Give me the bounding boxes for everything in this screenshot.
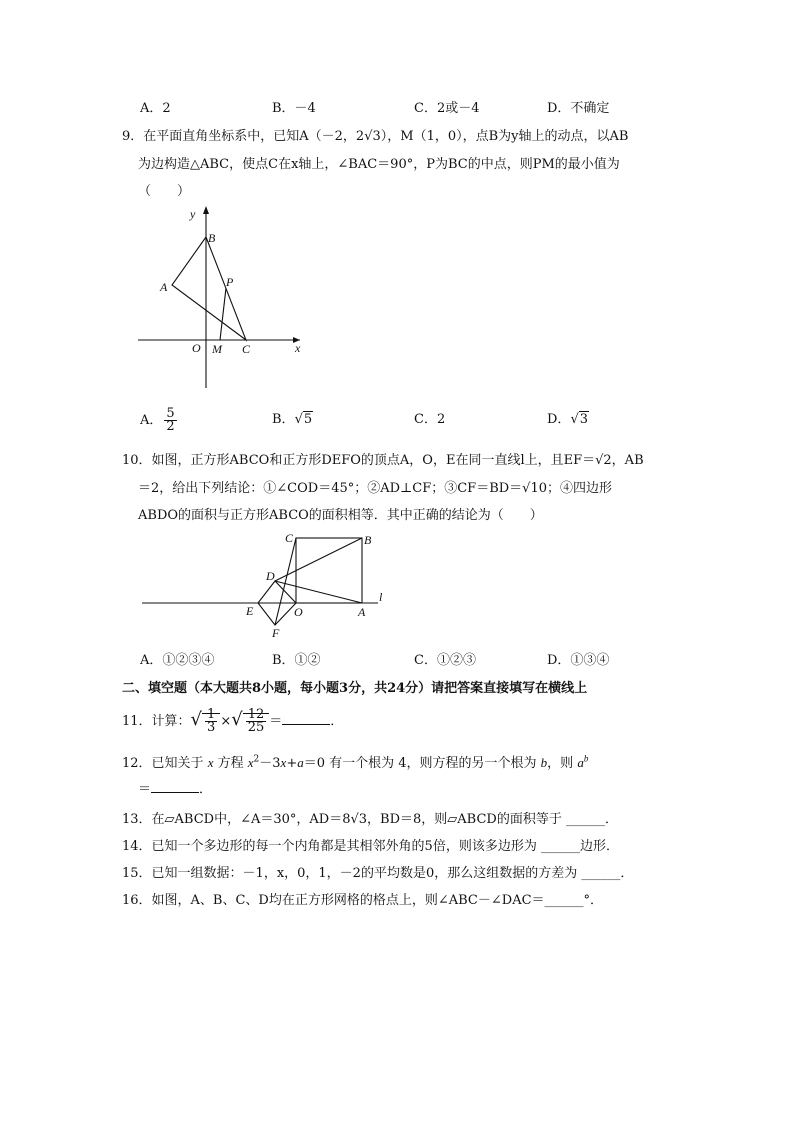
label-c: C	[242, 342, 251, 356]
label-p: P	[226, 275, 234, 289]
label-x: x	[295, 341, 301, 355]
label-o: O	[192, 341, 201, 355]
label-l: l	[379, 590, 383, 604]
label-o: O	[294, 605, 303, 619]
q10-option-a: A．①②③④	[140, 653, 215, 668]
q8-option-b: B．－4	[272, 101, 316, 116]
q16: 16．如图，A、B、C、D均在正方形网格的格点上，则∠ABC－∠DAC＝______°．	[122, 893, 604, 908]
label-m: M	[212, 342, 222, 356]
label-y: y	[190, 207, 196, 221]
label-a: A	[160, 280, 168, 294]
y-axis-arrow-icon	[203, 206, 209, 214]
q10-line-3: ABDO的面积与正方形ABCO的面积相等．其中正确的结论为（ ）	[138, 508, 543, 523]
q13: 13．在▱ABCD中，∠A＝30°，AD＝8√3，BD＝8，则▱ABCD的面积等于 ______．	[122, 812, 618, 827]
q9-option-d: D．√3	[547, 412, 589, 427]
q10-figure	[140, 528, 400, 640]
q10-option-d: D．①③④	[547, 653, 610, 668]
label-a: A	[358, 605, 366, 619]
q12-line-2: ＝ ．	[138, 782, 213, 797]
label-f: F	[272, 626, 280, 640]
q10-options	[140, 649, 740, 668]
q10-option-c: C．①②③	[414, 653, 476, 668]
label-c: C	[285, 531, 294, 545]
q9-option-c: C．2	[414, 412, 446, 427]
q12-line-1: 12．已知关于 x 方程 $x^2-3x+a=0$ 有一个根为 4，则方程的另一个根为 b，则 $a^b$	[122, 753, 589, 771]
q10-option-b: B．①②	[272, 653, 321, 668]
label-b: B	[208, 231, 216, 245]
q10-line-1: 10．如图，正方形ABCO和正方形DEFO的顶点A，O，E在同一直线l上，且EF＝√2，AB	[122, 453, 644, 468]
q9-option-a: A． $\frac{5}{2}$	[140, 406, 175, 434]
square-abco	[296, 538, 362, 603]
label-b: B	[364, 533, 372, 547]
segment-ad	[275, 581, 362, 603]
q9-options	[140, 400, 740, 440]
q9-option-b: B．√5	[272, 412, 313, 427]
q9-line-3: （ ）	[138, 184, 191, 199]
q8-option-a: A．2	[140, 101, 171, 116]
q8-options	[140, 97, 740, 116]
q14: 14．已知一个多边形的每一个内角都是其相邻外角的5倍，则该多边形为 ______边形．	[122, 839, 619, 854]
q10-line-2: ＝2，给出下列结论：①∠COD＝45°；②AD⊥CF；③CF＝BD＝√10；④四边形	[138, 481, 613, 496]
section-2-heading: 二、填空题（本大题共8小题，每小题3分，共24分）请把答案直接填写在横线上	[122, 681, 588, 696]
q9-figure	[130, 200, 310, 390]
segment-pm	[220, 288, 226, 340]
q11: 11．计算：√ $\frac{1}{3}$ ×√ $\frac{12}{25}$ ＝ ．	[122, 707, 344, 735]
q15: 15．已知一组数据：－1，x，0，1，－2的平均数是0，那么这组数据的方差为 ______．	[122, 866, 634, 881]
q8-option-c: C．2或－4	[414, 101, 480, 116]
q9-line-2: 为边构造△ABC，使点C在x轴上，∠BAC＝90°，P为BC的中点，则PM的最小值为	[138, 157, 620, 172]
q8-option-d: D．不确定	[547, 101, 610, 116]
label-e: E	[246, 604, 254, 618]
q9-line-1: 9．在平面直角坐标系中，已知A（－2，2√3），M（1，0），点B为y轴上的动点，以AB	[122, 129, 629, 144]
triangle-abc	[172, 237, 246, 340]
label-d: D	[266, 569, 275, 583]
